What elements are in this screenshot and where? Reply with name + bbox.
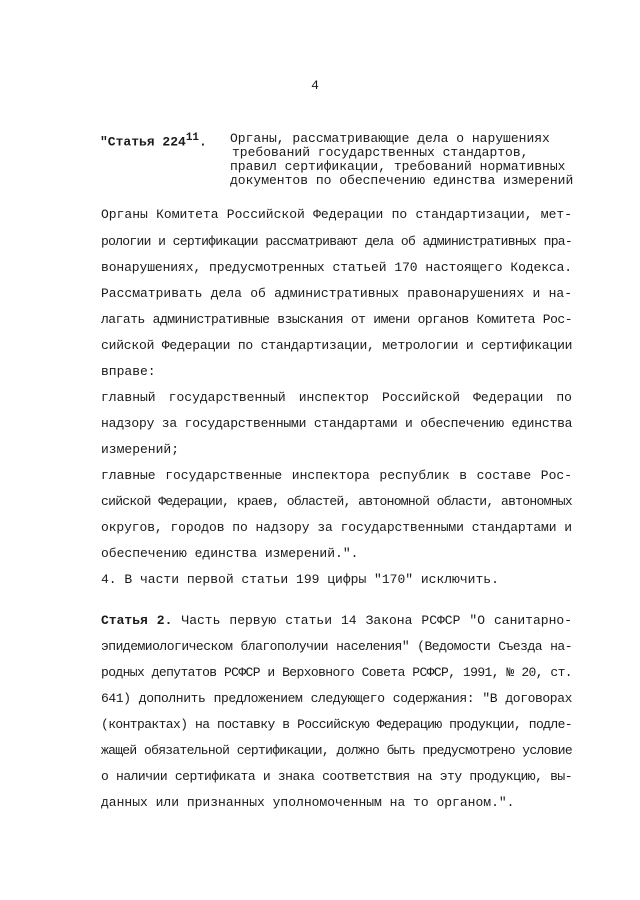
article2-line: (контрактах) на поставку в Российскую Федерацию продукции, подле- (101, 717, 572, 732)
heading-title-line: требований государственных стандартов, (232, 145, 529, 160)
article-heading-title (230, 132, 580, 188)
body-line: округов, городов по надзору за государственными стандартами и (101, 520, 572, 535)
article2-line: о наличии сертификата и знака соответствия на эту продукцию, вы- (101, 769, 572, 784)
heading-title-line: правил сертификации, требований нормативных (230, 159, 566, 174)
heading-title-line: Органы, рассматривающие дела о нарушениях (230, 131, 550, 146)
body-line: сийской Федерации, краев, областей, автономной области, автономных (101, 494, 572, 509)
article2-line: эпидемиологическом благополучии населения" (Ведомости Съезда на- (101, 639, 572, 654)
body-line: надзору за государственными стандартами и обеспечению единства (101, 416, 573, 431)
body-line: обеспечению единства измерений.". (101, 546, 359, 561)
page-number: 4 (311, 78, 319, 93)
body-line: рологии и сертификации рассматривают дела об административных пра- (101, 234, 572, 249)
body-line: 4. В части первой статьи 199 цифры "170" исключить. (101, 572, 499, 587)
body-line: вонарушениях, предусмотренных статьей 170 настоящего Кодекса. (101, 260, 572, 275)
body-line: лагать административные взыскания от имени органов Комитета Рос- (101, 312, 572, 327)
body-line: Органы Комитета Российской Федерации по стандартизации, мет- (101, 207, 572, 222)
article2-line: данных или признанных уполномоченным на то органом.". (101, 795, 515, 810)
body-line: главный государственный инспектор Российской Федерации по (101, 390, 572, 405)
article2-line: родных депутатов РСФСР и Верховного Совета РСФСР, 1991, № 20, ст. (101, 665, 572, 680)
body-line: главные государственные инспектора республик в составе Рос- (101, 468, 572, 483)
article2-first-line: Статья 2. Часть первую статьи 14 Закона РСФСР "О санитарно- (101, 613, 572, 628)
body-line: сийской Федерации по стандартизации, метрологии и сертификации (101, 338, 573, 353)
body-line: вправе: (101, 364, 156, 379)
article2-line: 641) дополнить предложением следующего содержания: "В договорах (101, 691, 572, 706)
heading-title-line: документов по обеспечению единства измерений (230, 173, 574, 188)
article2-label: Статья 2. (101, 613, 173, 628)
article2-line: жащей обязательной сертификации, должно быть предусмотрено условие (101, 743, 572, 758)
body-line: измерений; (101, 442, 180, 457)
body-line: Рассматривать дела об административных правонарушениях и на- (101, 286, 572, 301)
article-heading-label: "Статья $224^{11}$. (100, 132, 207, 150)
